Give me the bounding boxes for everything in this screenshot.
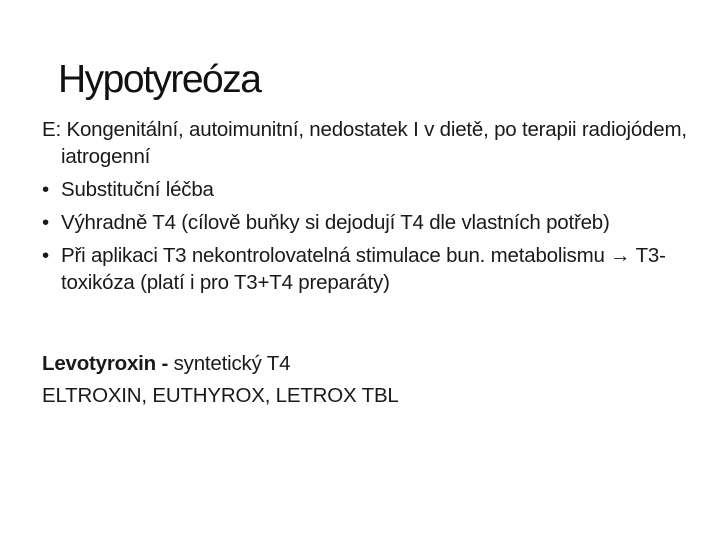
slide-content bbox=[42, 116, 702, 414]
slide-title: Hypotyreóza bbox=[58, 58, 261, 101]
bullet-text-3: Při aplikaci T3 nekontrolovatelná stimulace bun. metabolismu → T3-toxikóza (platí i pro T3+T4 preparáty) bbox=[61, 244, 666, 294]
brand-names: ELTROXIN, EUTHYROX, LETROX TBL bbox=[42, 384, 399, 407]
intro-paragraph: E: Kongenitální, autoimunitní, nedostatek I v dietě, po terapii radiojódem, iatrogenní bbox=[42, 118, 687, 168]
bullet-icon: • bbox=[42, 211, 49, 234]
drug-line bbox=[42, 350, 702, 377]
drug-separator: - bbox=[156, 352, 174, 375]
bullet-icon: • bbox=[42, 244, 49, 267]
bullet-item-1 bbox=[42, 176, 702, 203]
section-gap bbox=[42, 302, 702, 350]
bullet-icon: • bbox=[42, 178, 49, 201]
bullet-item-3 bbox=[42, 242, 702, 296]
drug-name: Levotyroxin bbox=[42, 352, 156, 375]
bullet-item-2 bbox=[42, 209, 702, 236]
drug-description: syntetický T4 bbox=[173, 352, 291, 375]
bullet-text-2: Výhradně T4 (cílově buňky si dejodují T4 dle vlastních potřeb) bbox=[61, 211, 610, 234]
bullet-text-1: Substituční léčba bbox=[61, 178, 214, 201]
